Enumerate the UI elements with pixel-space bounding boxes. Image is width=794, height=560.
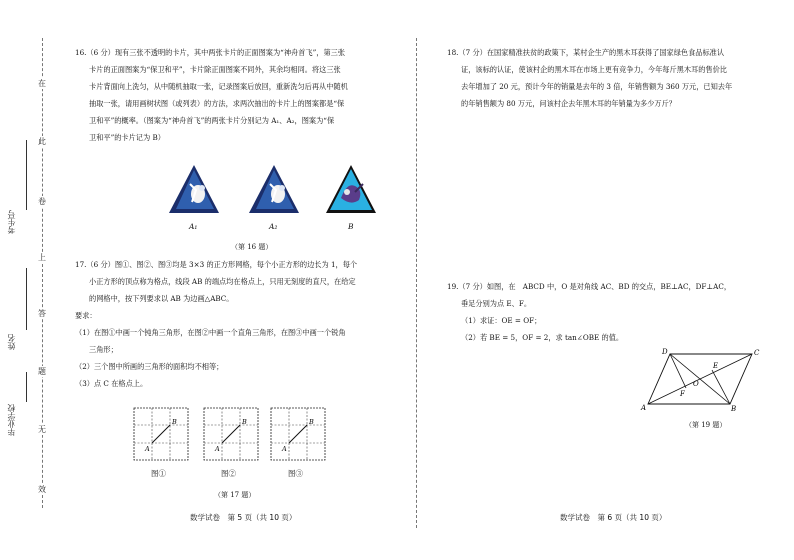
card-label-a2: A₂ — [269, 222, 278, 231]
point-b-label: B — [309, 418, 314, 426]
point-a: A — [641, 404, 647, 412]
field-exam-number: 考生号 — [7, 210, 16, 234]
point-d: D — [662, 348, 668, 356]
field-school: 毕业学校 — [7, 404, 16, 436]
q16-caption: （第 16 题） — [231, 243, 273, 251]
q19-line: 19.（7 分）如图，在 ABCD 中，O 是对角线 AC、BD 的交点，BE⊥AC，DF⊥AC， — [447, 282, 732, 291]
q17-requirements-title: 要求： — [75, 311, 97, 320]
q17-caption: （第 17 题） — [214, 491, 256, 499]
binding-char: 此 — [35, 136, 49, 147]
q17-requirement: （2）三个图中所画的三角形的面积均不相等； — [75, 362, 224, 371]
question-18 — [447, 44, 782, 112]
card-label-a1: A₁ — [189, 222, 198, 231]
q17-line: 的网格中，按下列要求以 AB 为边画△ABC。 — [89, 294, 234, 303]
binding-char: 答 — [35, 308, 49, 319]
point-c: C — [754, 349, 760, 357]
point-f: F — [680, 390, 685, 398]
page-footer-right: 数学试卷 第 6 页（共 10 页） — [560, 513, 667, 522]
q16-line: 抽取一张，请用画树状图（或列表）的方法，求两次抽出的卡片上的图案都是“保 — [89, 99, 345, 108]
q16-line: 卫和平”的卡片记为 B） — [89, 133, 165, 142]
field-name: 姓名 — [7, 334, 16, 350]
binding-char: 上 — [35, 252, 49, 263]
q19-line: （1）求证：OE = OF； — [461, 316, 542, 325]
binding-char: 效 — [35, 484, 49, 495]
q17-requirement: （1）在图①中画一个钝角三角形，在图②中画一个直角三角形，在图③中画一个锐角 — [75, 328, 346, 337]
q18-line: 18.（7 分）在国家精准扶贫的政策下，某村企生产的黑木耳获得了国家绿色食品标准认 — [447, 48, 725, 57]
q16-line: 16.（6 分）现有三张不透明的卡片，其中两张卡片的正面图案为“神舟首飞”，第三张 — [75, 48, 346, 57]
point-b: B — [731, 405, 737, 413]
grid-label-3: 图③ — [288, 469, 303, 478]
q17-line: 小正方形的顶点称为格点，线段 AB 的端点均在格点上，只用无刻度的直尺，在给定 — [89, 277, 356, 286]
q19-line: 垂足分别为点 E、F。 — [461, 299, 532, 308]
q18-line: 证，该标的认证，使该村企的黑木耳在市场上更有竞争力，今年每斤黑木耳的售价比 — [461, 65, 727, 74]
q19-caption: （第 19 题） — [685, 421, 727, 429]
point-a-label: A — [145, 445, 150, 453]
parallelogram-figure — [640, 346, 762, 414]
point-b-label: B — [242, 418, 247, 426]
point-e: E — [713, 362, 719, 370]
grid-label-1: 图① — [151, 469, 166, 478]
q18-line: 去年增加了 20 元，预计今年的销量是去年的 3 倍，年销售额为 360 万元，已知去年 — [461, 82, 733, 91]
q19-line: （2）若 BE = 5，OF = 2，求 tan∠OBE 的值。 — [461, 333, 624, 342]
q18-line: 的年销售额为 80 万元，问该村企去年黑木耳的年销量为多少万斤？ — [461, 99, 676, 108]
q16-line: 卫和平”的概率。（图案为“神舟首飞”的两张卡片分别记为 A₁、A₂，图案为“保 — [89, 116, 335, 125]
point-b-label: B — [172, 418, 177, 426]
card-label-b: B — [348, 222, 354, 231]
q17-line: 17.（6 分）图①、图②、图③均是 3×3 的正方形网格，每个小正方形的边长为 1，每个 — [75, 260, 358, 269]
point-a-label: A — [215, 445, 220, 453]
q16-line: 卡片背面向上洗匀，从中随机抽取一张，记录图案后放回，重新洗匀后再从中随机 — [89, 82, 348, 91]
page-footer-left: 数学试卷 第 5 页（共 10 页） — [190, 513, 297, 522]
binding-char: 在 — [35, 78, 49, 89]
q17-requirement: （3）点 C 在格点上。 — [75, 379, 148, 388]
point-a-label: A — [282, 445, 287, 453]
q17-requirement: 三角形； — [89, 345, 118, 354]
grid-label-2: 图② — [221, 469, 236, 478]
q16-line: 卡片的正面图案为“保卫和平”，卡片除正面图案不同外，其余均相同。将这三张 — [89, 65, 341, 74]
question-19 — [447, 278, 782, 346]
point-o: O — [693, 380, 699, 388]
binding-char: 卷 — [35, 196, 49, 207]
binding-char: 无 — [35, 424, 49, 435]
binding-char: 题 — [35, 366, 49, 377]
